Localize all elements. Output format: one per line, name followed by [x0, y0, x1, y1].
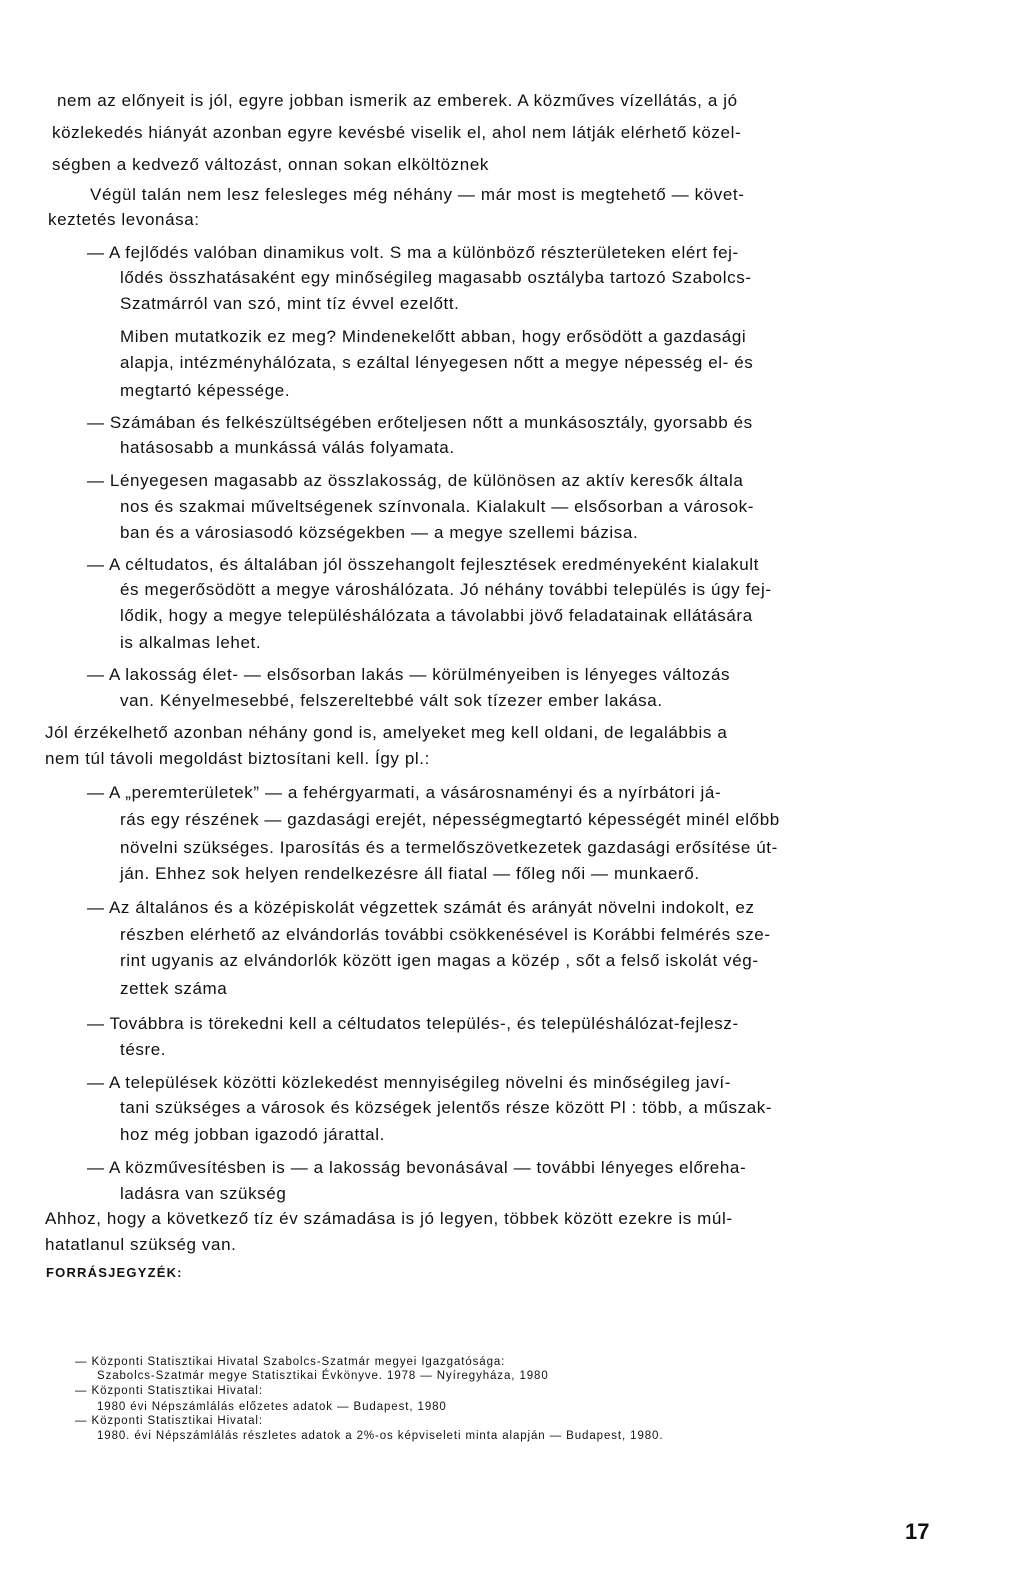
- text-line: — A fejlődés valóban dinamikus volt. S ma a különböző részterületeken elért fej-: [87, 243, 739, 262]
- source-line: — Központi Statisztikai Hivatal:: [75, 1385, 263, 1397]
- sources-heading: FORRÁSJEGYZÉK:: [46, 1265, 183, 1280]
- text-line: — Számában és felkészültségében erőteljesen nőtt a munkásosztály, gyorsabb és: [87, 413, 753, 432]
- text-line: tani szükséges a városok és községek jelentős része között Pl : több, a műszak-: [120, 1098, 773, 1117]
- text-line: nem túl távoli megoldást biztosítani kell. Így pl.:: [45, 749, 430, 768]
- page-number: 17: [905, 1519, 930, 1544]
- text-line: — A „peremterületek” — a fehérgyarmati, a vásárosnaményi és a nyírbátori já-: [87, 783, 722, 802]
- text-line: Végül talán nem lesz felesleges még néhány — már most is megtehető — követ-: [90, 185, 745, 204]
- text-line: lődik, hogy a megye településhálózata a távolabbi jövő feladatainak ellátására: [120, 606, 753, 625]
- text-line: — A közművesítésben is — a lakosság bevonásával — további lényeges előreha-: [87, 1158, 747, 1177]
- text-line: Miben mutatkozik ez meg? Mindenekelőtt abban, hogy erősödött a gazdasági: [120, 327, 747, 346]
- text-line: ségben a kedvező változást, onnan sokan elköltöznek: [52, 155, 489, 174]
- text-line: ban és a városiasodó községekben — a megye szellemi bázisa.: [120, 523, 639, 542]
- text-line: ladásra van szükség: [120, 1184, 287, 1203]
- source-line: Szabolcs-Szatmár megye Statisztikai Évkönyve. 1978 — Nyíregyháza, 1980: [97, 1370, 549, 1382]
- text-line: keztetés levonása:: [48, 210, 200, 229]
- text-line: zettek száma: [120, 979, 228, 998]
- text-line: — A céltudatos, és általában jól összehangolt fejlesztések eredményeként kialakult: [87, 555, 759, 574]
- text-line: rint ugyanis az elvándorlók között igen magas a közép , sőt a felső iskolát vég-: [120, 951, 759, 970]
- text-line: alapja, intézményhálózata, s ezáltal lényegesen nőtt a megye népesség el- és: [120, 353, 754, 372]
- text-line: Jól érzékelhető azonban néhány gond is, amelyeket meg kell oldani, de legalábbis a: [45, 723, 728, 742]
- text-line: ján. Ehhez sok helyen rendelkezésre áll fiatal — főleg női — munkaerő.: [120, 864, 700, 883]
- source-line: 1980. évi Népszámlálás részletes adatok a 2%-os képviseleti minta alapján — Budapest, 1980.: [97, 1430, 664, 1442]
- text-line: hoz még jobban igazodó járattal.: [120, 1125, 385, 1144]
- text-line: — Továbbra is törekedni kell a céltudatos település-, és településhálózat-fejlesz-: [87, 1014, 739, 1033]
- text-line: is alkalmas lehet.: [120, 633, 262, 652]
- text-line: — Lényegesen magasabb az összlakosság, de különösen az aktív keresők általa: [87, 471, 744, 490]
- text-line: közlekedés hiányát azonban egyre kevésbé viselik el, ahol nem látják elérhető közel-: [52, 123, 742, 142]
- text-line: rás egy részének — gazdasági erejét, népességmegtartó képességét minél előbb: [120, 810, 780, 829]
- text-line: megtartó képessége.: [120, 381, 291, 400]
- text-line: Szatmárról van szó, mint tíz évvel ezelőtt.: [120, 294, 460, 313]
- text-line: — Az általános és a középiskolát végzettek számát és arányát növelni indokolt, ez: [87, 898, 755, 917]
- source-line: 1980 évi Népszámlálás előzetes adatok — Budapest, 1980: [97, 1401, 447, 1413]
- source-line: — Központi Statisztikai Hivatal:: [75, 1415, 263, 1427]
- text-line: hatásosabb a munkássá válás folyamata.: [120, 438, 455, 457]
- text-line: — A lakosság élet- — elsősorban lakás — körülményeiben is lényeges változás: [87, 665, 731, 684]
- text-line: tésre.: [120, 1040, 167, 1059]
- text-line: hatatlanul szükség van.: [45, 1235, 237, 1254]
- text-line: lődés összhatásaként egy minőségileg magasabb osztályba tartozó Szabolcs-: [120, 268, 752, 287]
- text-line: és megerősödött a megye városhálózata. Jó néhány további település is úgy fej-: [120, 580, 772, 599]
- text-line: nos és szakmai műveltségenek színvonala. Kialakult — elsősorban a városok-: [120, 497, 755, 516]
- text-line: nem az előnyeit is jól, egyre jobban ismerik az emberek. A közműves vízellátás, a jó: [57, 91, 738, 110]
- text-line: Ahhoz, hogy a következő tíz év számadása is jó legyen, többek között ezekre is múl-: [45, 1209, 733, 1228]
- source-line: — Központi Statisztikai Hivatal Szabolcs-Szatmár megyei Igazgatósága:: [75, 1356, 506, 1368]
- text-line: — A települések közötti közlekedést mennyiségileg növelni és minőségileg javí-: [87, 1073, 732, 1092]
- text-line: van. Kényelmesebbé, felszereltebbé vált sok tízezer ember lakása.: [120, 691, 663, 710]
- text-line: növelni szükséges. Iparosítás és a termelőszövetkezetek gazdasági erősítése út-: [120, 838, 778, 857]
- text-line: részben elérhető az elvándorlás további csökkenésével is Korábbi felmérés sze-: [120, 925, 771, 944]
